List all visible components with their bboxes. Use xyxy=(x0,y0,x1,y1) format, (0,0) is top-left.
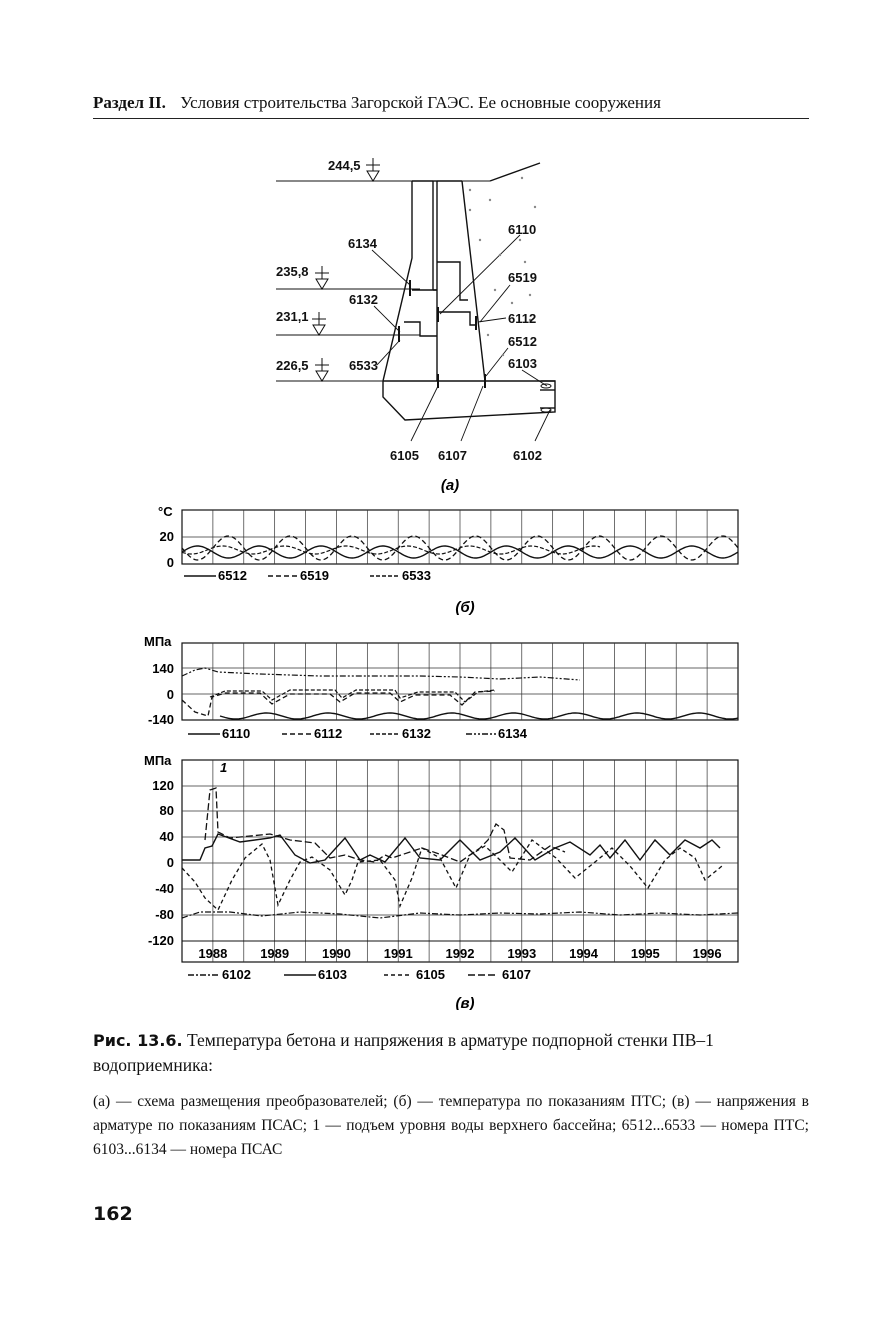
legend-6132: 6132 xyxy=(402,726,431,741)
sensor-label-6112: 6112 xyxy=(508,311,537,326)
xtick-label: 1996 xyxy=(692,946,722,961)
caption-legend: (а) — схема размещения преобразователей; (б) — температура по показаниям ПТС; (в) — напряжения в арматуре по показаниям ПСАС; 1 — подъем уровня воды верхнего бассейна; 6512...6533 — номера ПТС; 6103...6134 — номера ПСАС xyxy=(93,1093,809,1158)
series-6132 xyxy=(210,690,495,702)
soil-dot xyxy=(494,289,496,291)
chart-v-legend xyxy=(188,967,531,982)
soil-dot xyxy=(524,261,526,263)
caption-text: Температура бетона и напряжения в арматуре подпорной стенки ПВ–1 водоприемника: xyxy=(93,1030,714,1075)
scheme-labels xyxy=(276,158,542,463)
chart-m-legend xyxy=(188,726,528,741)
soil-dot xyxy=(469,189,471,191)
sensor-label-6102: 6102 xyxy=(513,448,542,463)
sensor-label-6105: 6105 xyxy=(390,448,419,463)
stress-chart-upper xyxy=(144,634,738,741)
soil-dot xyxy=(469,209,471,211)
sensor-label-6107: 6107 xyxy=(438,448,467,463)
temperature-chart xyxy=(158,504,738,616)
xtick-label: 1993 xyxy=(507,946,537,961)
xtick-label: 1991 xyxy=(383,946,413,961)
series-6110 xyxy=(220,713,738,719)
soil-dot xyxy=(502,354,504,356)
ytick-label: -40 xyxy=(155,881,174,896)
page-number: 162 xyxy=(93,1203,133,1225)
legend-6533: 6533 xyxy=(402,568,431,583)
soil-dot xyxy=(519,239,521,241)
figure-caption xyxy=(93,1028,809,1077)
legend-6512: 6512 xyxy=(218,568,247,583)
series-6107 xyxy=(205,788,565,862)
sensor-label-6519: 6519 xyxy=(508,270,537,285)
sensor-label-6134: 6134 xyxy=(348,236,377,251)
panel-label-b: (б) xyxy=(455,599,475,616)
series-6134 xyxy=(182,668,580,680)
elevation-4: 226,5 xyxy=(276,358,309,373)
soil-dot xyxy=(511,302,513,304)
xtick-label: 1994 xyxy=(569,946,599,961)
chart-v-grid xyxy=(182,760,738,962)
chart-m-ytick-0: 0 xyxy=(166,687,174,702)
ytick-label: -80 xyxy=(155,907,174,922)
ytick-label: -120 xyxy=(147,933,174,948)
chart-m-ytick-m140: -140 xyxy=(147,712,174,727)
chart-b-legend xyxy=(184,568,431,583)
elevation-2: 235,8 xyxy=(276,264,309,279)
caption-label: Рис. 13.6. xyxy=(93,1031,183,1050)
panel-label-a: (а) xyxy=(440,477,460,494)
chart-v-ylabel: МПа xyxy=(144,753,172,768)
ytick-label: 120 xyxy=(152,778,174,793)
soil-dot xyxy=(521,177,523,179)
soil-dot xyxy=(529,294,531,296)
legend-6102: 6102 xyxy=(222,967,251,982)
chart-m-ylabel: МПа xyxy=(144,634,172,649)
elevation-1: 244,5 xyxy=(328,158,361,173)
chart-b-ytick-20: 20 xyxy=(159,529,174,544)
legend-6105: 6105 xyxy=(416,967,445,982)
stress-chart-lower xyxy=(144,753,738,1010)
legend-6519: 6519 xyxy=(300,568,329,583)
section-title: Условия строительства Загорской ГАЭС. Ее основные сооружения xyxy=(180,93,661,112)
sensor-scheme xyxy=(276,158,555,441)
legend-6112: 6112 xyxy=(314,726,343,741)
elevation-3: 231,1 xyxy=(276,309,309,324)
soil-dot xyxy=(487,334,489,336)
ytick-label: 80 xyxy=(159,803,174,818)
series-6105 xyxy=(182,840,722,910)
xtick-label: 1989 xyxy=(260,946,290,961)
xtick-label: 1995 xyxy=(630,946,660,961)
chart-b-grid xyxy=(182,510,738,564)
ytick-label: 0 xyxy=(166,855,174,870)
section-label: Раздел II. xyxy=(93,93,166,112)
soil-dot xyxy=(499,254,501,256)
panel-label-v: (в) xyxy=(455,995,475,1010)
chart-v-yticks xyxy=(148,778,174,948)
legend-6103: 6103 xyxy=(318,967,347,982)
sensor-label-6512: 6512 xyxy=(508,334,537,349)
ytick-label: 40 xyxy=(159,829,174,844)
chart-b-ylabel: °C xyxy=(158,504,173,519)
chart-m-ytick-140: 140 xyxy=(152,661,174,676)
xtick-label: 1992 xyxy=(445,946,475,961)
legend-6134: 6134 xyxy=(498,726,527,741)
sensor-label-6533: 6533 xyxy=(349,358,378,373)
legend-6110: 6110 xyxy=(222,726,251,741)
xtick-label: 1988 xyxy=(198,946,228,961)
sensor-label-6110: 6110 xyxy=(508,222,537,237)
chart-v-xticks xyxy=(198,946,721,961)
annotation-1: 1 xyxy=(220,760,228,775)
sensor-label-6103: 6103 xyxy=(508,356,537,371)
xtick-label: 1990 xyxy=(321,946,351,961)
soil-dot xyxy=(534,206,536,208)
soil-dot xyxy=(489,199,491,201)
sensor-label-6132: 6132 xyxy=(349,292,378,307)
chart-m-grid xyxy=(182,643,738,720)
legend-6107: 6107 xyxy=(502,967,531,982)
soil-dot xyxy=(479,239,481,241)
chart-b-ytick-0: 0 xyxy=(166,555,174,570)
